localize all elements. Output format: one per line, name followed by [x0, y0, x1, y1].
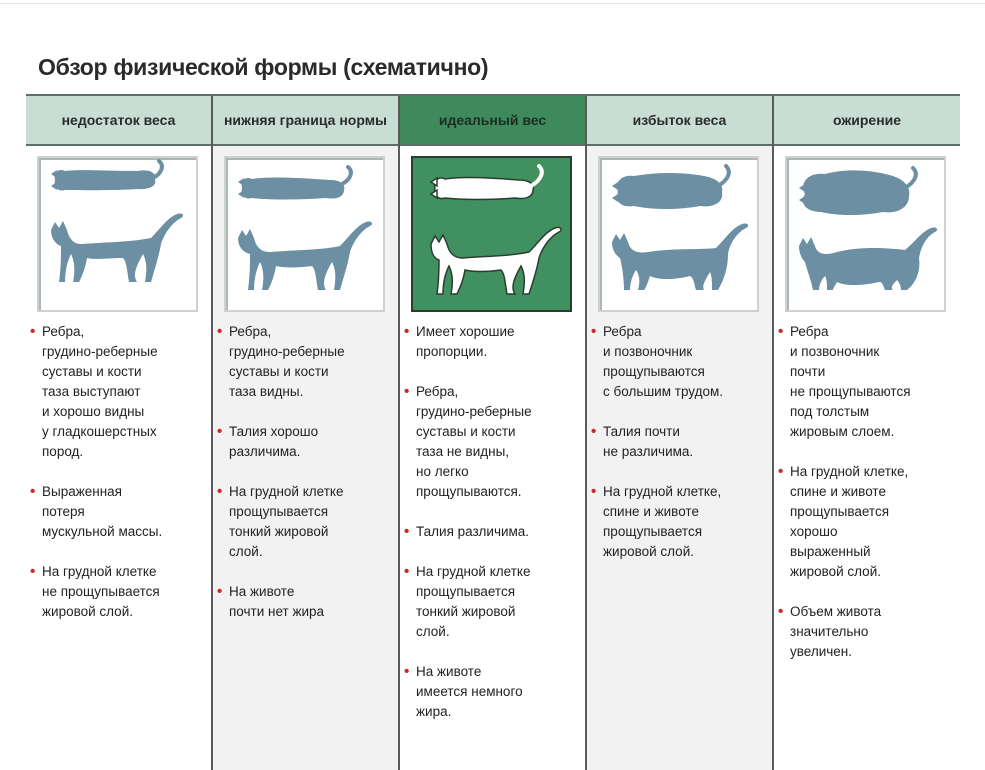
cat-illustration-panel [785, 156, 946, 312]
list-item: • На грудной клетке не прощупывается жировой слой. [30, 562, 207, 622]
top-divider [0, 3, 985, 4]
cat-silhouette-icon [39, 158, 196, 310]
list-item: • Выраженная потеря мускульной массы. [30, 482, 207, 542]
cat-silhouette-icon [600, 158, 757, 310]
column-obese [774, 96, 960, 770]
list-item: • Ребра и позвоночник прощупываются с большим трудом. [591, 322, 768, 402]
list-item: • На грудной клетке прощупывается тонкий жировой слой. [217, 482, 394, 562]
body-condition-table [26, 94, 960, 770]
list-item: • Ребра, грудино-реберные суставы и кости таза не видны, но легко прощупываются. [404, 382, 581, 502]
column-header: нижняя граница нормы [213, 96, 398, 146]
bullet-list [404, 322, 581, 742]
bullet-list [30, 322, 207, 642]
list-item: • На грудной клетке прощупывается тонкий жировой слой. [404, 562, 581, 642]
list-item: • На животе почти нет жира [217, 582, 394, 622]
column-overweight [587, 96, 774, 770]
list-item: • Ребра, грудино-реберные суставы и кости таза видны. [217, 322, 394, 402]
page-title: Обзор физической формы (схематично) [38, 54, 489, 80]
cat-illustration-panel [411, 156, 572, 312]
list-item: • На грудной клетке, спине и животе прощупывается хорошо выраженный жировой слой. [778, 462, 956, 582]
cat-illustration-panel [37, 156, 198, 312]
column-header: недостаток веса [26, 96, 211, 146]
cat-silhouette-icon [226, 158, 383, 310]
list-item: • Имеет хорошие пропорции. [404, 322, 581, 362]
list-item: • Талия почти не различима. [591, 422, 768, 462]
column-header: избыток веса [587, 96, 772, 146]
list-item: • Талия различима. [404, 522, 581, 542]
column-header: ожирение [774, 96, 960, 146]
list-item: • Ребра и позвоночник почти не прощупываются под толстым жировым слоем. [778, 322, 956, 442]
column-lower-normal [213, 96, 400, 770]
cat-illustration-panel [598, 156, 759, 312]
bullet-list [778, 322, 956, 682]
list-item: • Объем живота значительно увеличен. [778, 602, 956, 662]
bullet-list [591, 322, 768, 582]
column-ideal-weight [400, 96, 587, 770]
cat-silhouette-icon [787, 158, 944, 310]
list-item: • На грудной клетке, спине и животе прощупывается жировой слой. [591, 482, 768, 562]
list-item: • На животе имеется немного жира. [404, 662, 581, 722]
column-header: идеальный вес [400, 96, 585, 146]
column-underweight [26, 96, 213, 770]
list-item: • Ребра, грудино-реберные суставы и кости таза выступают и хорошо видны у гладкошерстных пород. [30, 322, 207, 462]
cat-silhouette-icon [413, 158, 570, 310]
cat-illustration-panel [224, 156, 385, 312]
list-item: • Талия хорошо различима. [217, 422, 394, 462]
bullet-list [217, 322, 394, 642]
